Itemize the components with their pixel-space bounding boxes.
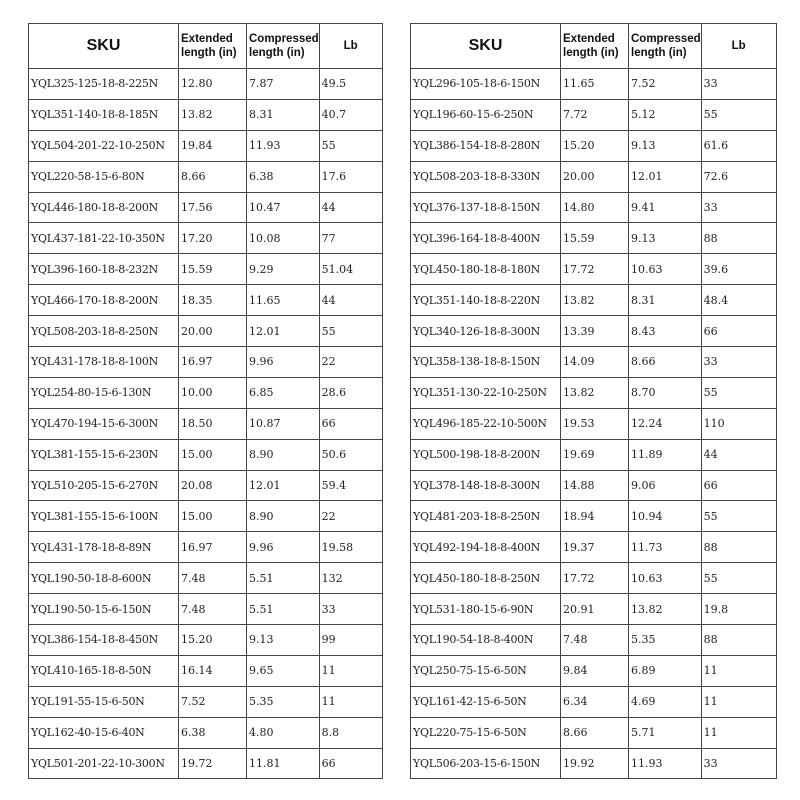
lb-cell: 40.7 — [319, 99, 382, 130]
sku-cell: YQL358-138-18-8-150N — [411, 347, 561, 378]
sku-cell: YQL381-155-15-6-100N — [29, 501, 179, 532]
compressed-length-cell: 8.90 — [247, 439, 320, 470]
extended-length-cell: 7.48 — [179, 594, 247, 625]
extended-length-cell: 19.72 — [179, 748, 247, 779]
compressed-length-cell: 5.51 — [247, 563, 320, 594]
compressed-length-cell: 8.90 — [247, 501, 320, 532]
table-row — [29, 625, 383, 656]
table-row — [29, 285, 383, 316]
lb-cell: 77 — [319, 223, 382, 254]
sku-cell: YQL396-160-18-8-232N — [29, 254, 179, 285]
table-row — [411, 69, 777, 100]
sku-cell: YQL250-75-15-6-50N — [411, 655, 561, 686]
table-row — [29, 717, 383, 748]
extended-length-cell: 19.92 — [561, 748, 629, 779]
sku-cell: YQL340-126-18-8-300N — [411, 316, 561, 347]
lb-cell: 22 — [319, 501, 382, 532]
compressed-length-cell: 11.81 — [247, 748, 320, 779]
lb-cell: 44 — [701, 439, 776, 470]
extended-length-cell: 7.48 — [179, 563, 247, 594]
extended-length-cell: 15.00 — [179, 439, 247, 470]
extended-length-cell: 7.48 — [561, 625, 629, 656]
table-row — [29, 532, 383, 563]
table-body-right — [411, 69, 777, 779]
compressed-length-cell: 6.89 — [629, 655, 702, 686]
lb-cell: 33 — [701, 69, 776, 100]
compressed-length-cell: 9.65 — [247, 655, 320, 686]
table-row — [29, 316, 383, 347]
compressed-length-cell: 9.29 — [247, 254, 320, 285]
sku-cell: YQL531-180-15-6-90N — [411, 594, 561, 625]
sku-cell: YQL496-185-22-10-500N — [411, 408, 561, 439]
compressed-length-cell: 12.01 — [247, 316, 320, 347]
compressed-length-cell: 10.08 — [247, 223, 320, 254]
compressed-length-cell: 6.38 — [247, 161, 320, 192]
table-row — [411, 439, 777, 470]
sku-cell: YQL450-180-18-8-180N — [411, 254, 561, 285]
extended-length-cell: 10.00 — [179, 377, 247, 408]
lb-cell: 55 — [319, 316, 382, 347]
lb-cell: 55 — [701, 377, 776, 408]
lb-cell: 72.6 — [701, 161, 776, 192]
extended-length-cell: 16.97 — [179, 532, 247, 563]
lb-cell: 66 — [319, 748, 382, 779]
sku-cell: YQL386-154-18-8-450N — [29, 625, 179, 656]
compressed-length-cell: 9.96 — [247, 347, 320, 378]
sku-cell: YQL446-180-18-8-200N — [29, 192, 179, 223]
compressed-length-cell: 11.65 — [247, 285, 320, 316]
lb-cell: 11 — [701, 686, 776, 717]
compressed-length-cell: 12.24 — [629, 408, 702, 439]
table-row — [29, 748, 383, 779]
extended-length-cell: 13.82 — [561, 377, 629, 408]
table-row — [29, 439, 383, 470]
sku-cell: YQL220-58-15-6-80N — [29, 161, 179, 192]
compressed-length-cell: 10.63 — [629, 254, 702, 285]
lb-cell: 88 — [701, 625, 776, 656]
extended-length-cell: 19.69 — [561, 439, 629, 470]
lb-cell: 22 — [319, 347, 382, 378]
lb-cell: 33 — [701, 192, 776, 223]
extended-length-cell: 19.37 — [561, 532, 629, 563]
compressed-length-cell: 4.80 — [247, 717, 320, 748]
table-row — [411, 563, 777, 594]
sku-header: SKU — [411, 24, 561, 69]
sku-cell: YQL254-80-15-6-130N — [29, 377, 179, 408]
lb-cell: 55 — [701, 99, 776, 130]
sku-cell: YQL162-40-15-6-40N — [29, 717, 179, 748]
table-row — [29, 99, 383, 130]
lb-cell: 99 — [319, 625, 382, 656]
sku-cell: YQL508-203-18-8-250N — [29, 316, 179, 347]
table-row — [411, 161, 777, 192]
table-row — [411, 377, 777, 408]
sku-cell: YQL470-194-15-6-300N — [29, 408, 179, 439]
lb-cell: 11 — [319, 655, 382, 686]
extended-length-cell: 15.20 — [179, 625, 247, 656]
compressed-length-cell: 8.31 — [247, 99, 320, 130]
lb-cell: 33 — [701, 748, 776, 779]
sku-cell: YQL191-55-15-6-50N — [29, 686, 179, 717]
compressed-length-cell: 10.87 — [247, 408, 320, 439]
extended-length-header: Extended length (in) — [179, 24, 247, 69]
lb-cell: 39.6 — [701, 254, 776, 285]
sku-cell: YQL296-105-18-6-150N — [411, 69, 561, 100]
extended-length-cell: 20.00 — [179, 316, 247, 347]
extended-length-cell: 20.91 — [561, 594, 629, 625]
lb-cell: 55 — [701, 501, 776, 532]
extended-length-cell: 7.72 — [561, 99, 629, 130]
table-row — [411, 130, 777, 161]
lb-cell: 110 — [701, 408, 776, 439]
compressed-length-cell: 9.96 — [247, 532, 320, 563]
compressed-length-cell: 8.31 — [629, 285, 702, 316]
extended-length-cell: 14.88 — [561, 470, 629, 501]
sku-cell: YQL492-194-18-8-400N — [411, 532, 561, 563]
extended-length-cell: 11.65 — [561, 69, 629, 100]
sku-cell: YQL386-154-18-8-280N — [411, 130, 561, 161]
lb-cell: 48.4 — [701, 285, 776, 316]
sku-cell: YQL501-201-22-10-300N — [29, 748, 179, 779]
lb-cell: 88 — [701, 532, 776, 563]
sku-header: SKU — [29, 24, 179, 69]
lb-cell: 132 — [319, 563, 382, 594]
extended-length-cell: 19.84 — [179, 130, 247, 161]
lb-cell: 33 — [319, 594, 382, 625]
compressed-length-cell: 11.93 — [247, 130, 320, 161]
compressed-length-cell: 5.51 — [247, 594, 320, 625]
extended-length-cell: 13.82 — [179, 99, 247, 130]
extended-length-cell: 18.35 — [179, 285, 247, 316]
table-row — [29, 563, 383, 594]
extended-length-cell: 6.34 — [561, 686, 629, 717]
extended-length-cell: 15.20 — [561, 130, 629, 161]
table-row — [29, 192, 383, 223]
lb-cell: 19.8 — [701, 594, 776, 625]
compressed-length-cell: 11.89 — [629, 439, 702, 470]
extended-length-cell: 15.00 — [179, 501, 247, 532]
extended-length-cell: 15.59 — [561, 223, 629, 254]
extended-length-cell: 19.53 — [561, 408, 629, 439]
compressed-length-cell: 7.52 — [629, 69, 702, 100]
table-row — [29, 69, 383, 100]
sku-cell: YQL450-180-18-8-250N — [411, 563, 561, 594]
sku-cell: YQL351-140-18-8-185N — [29, 99, 179, 130]
lb-cell: 44 — [319, 285, 382, 316]
lb-cell: 8.8 — [319, 717, 382, 748]
table-row — [29, 377, 383, 408]
extended-length-cell: 14.09 — [561, 347, 629, 378]
table-row — [411, 748, 777, 779]
lb-cell: 44 — [319, 192, 382, 223]
compressed-length-cell: 12.01 — [247, 470, 320, 501]
extended-length-cell: 17.72 — [561, 563, 629, 594]
compressed-length-cell: 9.41 — [629, 192, 702, 223]
table-row — [29, 408, 383, 439]
sku-cell: YQL381-155-15-6-230N — [29, 439, 179, 470]
lb-cell: 66 — [319, 408, 382, 439]
extended-length-header: Extended length (in) — [561, 24, 629, 69]
extended-length-cell: 9.84 — [561, 655, 629, 686]
sku-cell: YQL378-148-18-8-300N — [411, 470, 561, 501]
extended-length-cell: 17.20 — [179, 223, 247, 254]
table-row — [29, 223, 383, 254]
sku-cell: YQL466-170-18-8-200N — [29, 285, 179, 316]
sku-cell: YQL190-54-18-8-400N — [411, 625, 561, 656]
table-row — [29, 161, 383, 192]
extended-length-cell: 13.82 — [561, 285, 629, 316]
lb-cell: 11 — [319, 686, 382, 717]
table-row — [411, 501, 777, 532]
table-row — [411, 408, 777, 439]
extended-length-cell: 17.72 — [561, 254, 629, 285]
table-row — [29, 501, 383, 532]
table-row — [411, 223, 777, 254]
lb-header: Lb — [701, 24, 776, 69]
compressed-length-header: Compressed length (in) — [247, 24, 320, 69]
sku-cell: YQL190-50-15-6-150N — [29, 594, 179, 625]
compressed-length-cell: 9.13 — [629, 223, 702, 254]
spec-table-right — [410, 23, 777, 779]
lb-cell: 55 — [319, 130, 382, 161]
lb-cell: 11 — [701, 717, 776, 748]
compressed-length-cell: 11.93 — [629, 748, 702, 779]
extended-length-cell: 8.66 — [561, 717, 629, 748]
sku-cell: YQL506-203-15-6-150N — [411, 748, 561, 779]
table-row — [411, 594, 777, 625]
table-row — [29, 130, 383, 161]
header-row — [411, 24, 777, 69]
sku-cell: YQL481-203-18-8-250N — [411, 501, 561, 532]
sku-cell: YQL196-60-15-6-250N — [411, 99, 561, 130]
sku-cell: YQL510-205-15-6-270N — [29, 470, 179, 501]
compressed-length-cell: 5.71 — [629, 717, 702, 748]
lb-cell: 28.6 — [319, 377, 382, 408]
table-row — [411, 254, 777, 285]
table-row — [411, 470, 777, 501]
extended-length-cell: 20.00 — [561, 161, 629, 192]
extended-length-cell: 15.59 — [179, 254, 247, 285]
compressed-length-cell: 5.35 — [629, 625, 702, 656]
lb-cell: 66 — [701, 316, 776, 347]
lb-cell: 55 — [701, 563, 776, 594]
lb-header: Lb — [319, 24, 382, 69]
table-row — [411, 532, 777, 563]
spec-table-left — [28, 23, 383, 779]
sku-cell: YQL410-165-18-8-50N — [29, 655, 179, 686]
compressed-length-cell: 4.69 — [629, 686, 702, 717]
extended-length-cell: 18.50 — [179, 408, 247, 439]
sku-cell: YQL437-181-22-10-350N — [29, 223, 179, 254]
extended-length-cell: 7.52 — [179, 686, 247, 717]
lb-cell: 61.6 — [701, 130, 776, 161]
compressed-length-cell: 11.73 — [629, 532, 702, 563]
sku-cell: YQL190-50-18-8-600N — [29, 563, 179, 594]
table-row — [411, 717, 777, 748]
extended-length-cell: 17.56 — [179, 192, 247, 223]
sku-cell: YQL396-164-18-8-400N — [411, 223, 561, 254]
sku-cell: YQL161-42-15-6-50N — [411, 686, 561, 717]
extended-length-cell: 6.38 — [179, 717, 247, 748]
compressed-length-cell: 5.12 — [629, 99, 702, 130]
extended-length-cell: 12.80 — [179, 69, 247, 100]
lb-cell: 88 — [701, 223, 776, 254]
table-row — [29, 470, 383, 501]
compressed-length-cell: 13.82 — [629, 594, 702, 625]
lb-cell: 59.4 — [319, 470, 382, 501]
table-row — [411, 316, 777, 347]
sku-cell: YQL351-140-18-8-220N — [411, 285, 561, 316]
extended-length-cell: 16.14 — [179, 655, 247, 686]
extended-length-cell: 18.94 — [561, 501, 629, 532]
sku-cell: YQL500-198-18-8-200N — [411, 439, 561, 470]
table-row — [411, 192, 777, 223]
sku-cell: YQL504-201-22-10-250N — [29, 130, 179, 161]
sku-cell: YQL431-178-18-8-100N — [29, 347, 179, 378]
header-row — [29, 24, 383, 69]
extended-length-cell: 8.66 — [179, 161, 247, 192]
lb-cell: 11 — [701, 655, 776, 686]
compressed-length-cell: 10.94 — [629, 501, 702, 532]
sku-cell: YQL508-203-18-8-330N — [411, 161, 561, 192]
compressed-length-cell: 9.06 — [629, 470, 702, 501]
lb-cell: 49.5 — [319, 69, 382, 100]
compressed-length-cell: 7.87 — [247, 69, 320, 100]
compressed-length-header: Compressed length (in) — [629, 24, 702, 69]
compressed-length-cell: 9.13 — [629, 130, 702, 161]
table-row — [29, 347, 383, 378]
table-row — [29, 254, 383, 285]
table-row — [411, 285, 777, 316]
table-row — [411, 655, 777, 686]
extended-length-cell: 13.39 — [561, 316, 629, 347]
lb-cell: 66 — [701, 470, 776, 501]
lb-cell: 33 — [701, 347, 776, 378]
lb-cell: 50.6 — [319, 439, 382, 470]
lb-cell: 19.58 — [319, 532, 382, 563]
extended-length-cell: 16.97 — [179, 347, 247, 378]
sku-cell: YQL376-137-18-8-150N — [411, 192, 561, 223]
table-row — [29, 594, 383, 625]
table-row — [29, 686, 383, 717]
table-row — [411, 625, 777, 656]
lb-cell: 51.04 — [319, 254, 382, 285]
sku-cell: YQL431-178-18-8-89N — [29, 532, 179, 563]
sku-cell: YQL325-125-18-8-225N — [29, 69, 179, 100]
table-row — [411, 686, 777, 717]
compressed-length-cell: 10.63 — [629, 563, 702, 594]
table-row — [411, 99, 777, 130]
table-row — [29, 655, 383, 686]
extended-length-cell: 14.80 — [561, 192, 629, 223]
compressed-length-cell: 6.85 — [247, 377, 320, 408]
compressed-length-cell: 9.13 — [247, 625, 320, 656]
compressed-length-cell: 10.47 — [247, 192, 320, 223]
compressed-length-cell: 8.70 — [629, 377, 702, 408]
compressed-length-cell: 12.01 — [629, 161, 702, 192]
compressed-length-cell: 5.35 — [247, 686, 320, 717]
sku-cell: YQL351-130-22-10-250N — [411, 377, 561, 408]
table-row — [411, 347, 777, 378]
lb-cell: 17.6 — [319, 161, 382, 192]
sku-cell: YQL220-75-15-6-50N — [411, 717, 561, 748]
compressed-length-cell: 8.43 — [629, 316, 702, 347]
extended-length-cell: 20.08 — [179, 470, 247, 501]
compressed-length-cell: 8.66 — [629, 347, 702, 378]
table-body-left — [29, 69, 383, 779]
